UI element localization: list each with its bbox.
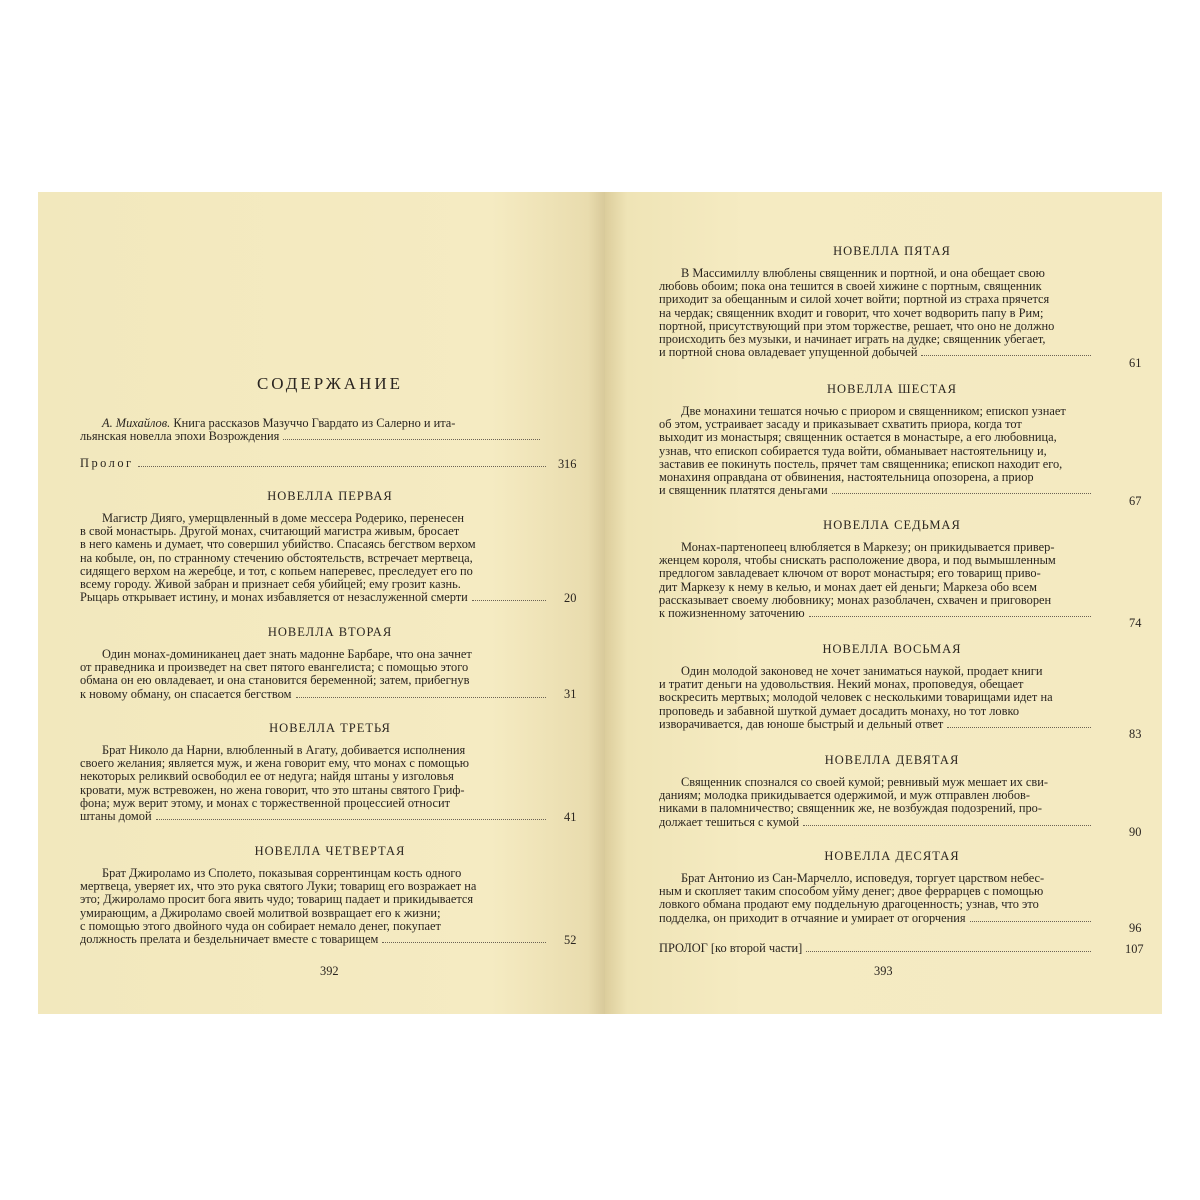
summary-last-line: должает тешиться с кумой	[659, 816, 1125, 829]
intro-entry	[80, 417, 580, 443]
page-folio-right: 393	[874, 964, 893, 978]
left-novella-1-heading: НОВЕЛЛА ПЕРВАЯ	[267, 489, 393, 503]
intro-page-number: 3	[558, 457, 565, 471]
dot-leader	[382, 942, 546, 943]
left-novella-2-summary	[80, 648, 580, 701]
summary-line: Магистр Дияго, умерщвленный в доме мессера Родерико, перенесен	[102, 512, 464, 525]
prologue2-page-number: 107	[1125, 942, 1144, 956]
dot-leader	[970, 921, 1091, 922]
summary-last-line: Рыцарь открывает истину, и монах избавляется от незаслуженной смерти	[80, 591, 580, 604]
summary-line: даниям; молодка прикидывается одержимой, и муж отправлен любов-	[659, 789, 1030, 803]
summary-line: никами в паломничество; священник же, не возбуждая подозрений, про-	[659, 802, 1042, 816]
right-novella-1-heading: НОВЕЛЛА ПЯТАЯ	[833, 244, 951, 258]
summary-line: монахиня оправдана от обвинения, настоятельница опозорена, а приор	[659, 471, 1034, 485]
left-novella-1-page-number: 20	[564, 591, 577, 605]
left-novella-3-summary	[80, 744, 580, 823]
left-novella-4-page-number: 52	[564, 933, 577, 947]
left-page	[38, 192, 605, 1014]
summary-line: Две монахини тешатся ночью с приором и священником; епископ узнает	[681, 405, 1066, 418]
summary-line: умирающим, а Джироламо своей молитвой возвращает его к жизни;	[80, 906, 441, 920]
summary-line: ным и скопляет таким способом уйму денег; двое феррарцев с помощью	[659, 885, 1044, 899]
right-novella-1-summary	[659, 267, 1125, 359]
summary-line: это; Джироламо просит бога явить чудо; товарищ падает и прикидывается	[80, 893, 474, 907]
dot-leader	[296, 697, 547, 698]
summary-last-line: и священник платятся деньгами	[659, 484, 1125, 497]
summary-line: всему городу. Живой забран и признает себя убийцей; ему грозит казнь.	[80, 578, 461, 592]
summary-line: портной, присутствующий при этом торжестве, решает, что оно не должно	[659, 319, 1055, 333]
summary-line: с помощью этого двойного чуда он собирает немало денег, покупает	[80, 919, 441, 933]
left-novella-3-page-number: 41	[564, 810, 577, 824]
summary-line: предлогом завладевает ключом от ворот монастыря; его товарищ приво-	[659, 567, 1041, 581]
left-novella-3-heading: НОВЕЛЛА ТРЕТЬЯ	[269, 721, 391, 735]
page-folio-left: 392	[320, 964, 339, 978]
summary-line: некоторых реликвий освободил ее от недуга; найдя штаны у изголовья	[80, 770, 454, 784]
summary-last-line: и портной снова овладевает упущенной добычей	[659, 346, 1125, 359]
summary-last-line: к новому обману, он спасается бегством	[80, 688, 580, 701]
right-novella-3-page-number: 74	[1129, 616, 1142, 630]
prologue2-label: ПРОЛОГ [ко второй части]	[659, 941, 803, 955]
right-novella-5-summary	[659, 776, 1125, 829]
book-spread	[38, 192, 1162, 1014]
dot-leader	[806, 951, 1091, 952]
summary-line: заставив ее покинуть постель, прячет там священника; епископ находит его,	[659, 457, 1063, 471]
right-novella-6-heading: НОВЕЛЛА ДЕСЯТАЯ	[824, 849, 960, 863]
summary-line: женцем короля, чтобы снискать расположение двора, и под вымышленным	[659, 554, 1056, 568]
right-novella-5-heading: НОВЕЛЛА ДЕВЯТАЯ	[824, 753, 960, 767]
prologue2-entry	[659, 942, 1125, 955]
summary-line: своего желания; является муж, и жена говорит ему, что монах с помощью	[80, 757, 470, 771]
summary-line: на кобыле, он, по странному стечению обстоятельств, встречает мертвеца,	[80, 551, 473, 565]
right-novella-1-page-number: 61	[1129, 356, 1142, 370]
left-novella-1-summary	[80, 512, 580, 604]
prologue-label: Пролог	[80, 456, 134, 470]
summary-line: происходить без музыки, и начинает играть на дудке; священник убегает,	[659, 333, 1046, 347]
left-novella-2-page-number: 31	[564, 687, 577, 701]
dot-leader	[921, 355, 1091, 356]
dot-leader	[947, 727, 1091, 728]
summary-line: Один монах-доминиканец дает знать мадонне Барбаре, что она зачнет	[102, 648, 472, 661]
intro-line-2: льянская новелла эпохи Возрождения	[80, 430, 580, 443]
summary-last-line: к пожизненному заточению	[659, 607, 1125, 620]
summary-line: Монах-партенопеец влюбляется в Маркезу; он прикидывается привер-	[681, 541, 1055, 554]
summary-last-line: штаны домой	[80, 810, 580, 823]
right-novella-4-page-number: 83	[1129, 727, 1142, 741]
prologue-entry	[80, 457, 580, 470]
dot-leader	[138, 466, 546, 467]
summary-line: сидящего верхом на жеребце, и тот, с копьем наперевес, преследует его по	[80, 564, 473, 578]
summary-last-line: подделка, он приходит в отчаяние и умирает от огорчения	[659, 912, 1125, 925]
summary-line: об этом, устраивает засаду и приказывает схватить приора, когда тот	[659, 418, 1022, 432]
left-novella-2-heading: НОВЕЛЛА ВТОРАЯ	[267, 625, 393, 639]
summary-line: Брат Антонио из Сан-Марчелло, исповедуя, торгует царством небес-	[681, 872, 1045, 885]
summary-line: приходит за обещанным и силой хочет войти; портной из страха прячется	[659, 293, 1050, 307]
right-novella-2-page-number: 67	[1129, 494, 1142, 508]
summary-last-line: должность прелата и бездельничает вместе с товарищем	[80, 933, 580, 946]
dot-leader	[156, 819, 546, 820]
summary-line: ловкого обмана продают ему поддельную драгоценность; узнав, что это	[659, 898, 1039, 912]
summary-line: В Массимиллу влюблены священник и портной, и она обещает свою	[681, 267, 1045, 280]
right-novella-4-summary	[659, 665, 1125, 731]
summary-line: мертвеца, уверяет их, что это рука святого Луки; товарищ его возражает на	[80, 880, 477, 894]
right-novella-2-summary	[659, 405, 1125, 497]
summary-line: от праведника и произведет на свет пятого евангелиста; с помощью этого	[80, 661, 469, 675]
prologue-page-number: 16	[564, 457, 577, 471]
summary-line: фона; муж верит этому, и монах с торжественной процессией относит	[80, 796, 451, 810]
summary-line: в свой монастырь. Другой монах, считающий магистра живым, бросает	[80, 525, 460, 539]
summary-line: рассказывает своему любовнику; монах разоблачен, схвачен и приговорен	[659, 593, 1052, 607]
summary-line: Брат Джироламо из Сполето, показывая соррентинцам кость одного	[102, 867, 462, 880]
right-page	[605, 192, 1162, 1014]
right-novella-6-summary	[659, 872, 1125, 925]
summary-line: любовь обоим; пока она тешится в своей хижине с портным, священник	[659, 280, 1042, 294]
dot-leader	[283, 439, 540, 440]
summary-line: и тратит деньги на удовольствия. Некий монах, проповедуя, обещает	[659, 678, 1024, 692]
summary-line: Брат Николо да Нарни, влюбленный в Агату, добивается исполнения	[102, 744, 466, 757]
intro-text: Книга рассказов Мазуччо Гвардато из Салерно и ита-	[173, 417, 456, 430]
summary-line: проповедь и забавной шуткой думает досадить монаху, но тот ловко	[659, 704, 1020, 718]
right-novella-3-summary	[659, 541, 1125, 620]
dot-leader	[832, 493, 1091, 494]
right-novella-5-page-number: 90	[1129, 825, 1142, 839]
intro-author: А. Михайлов.	[102, 417, 171, 430]
dot-leader	[803, 825, 1091, 826]
summary-line: кровати, муж встревожен, но жена говорит, что это штаны святого Гриф-	[80, 783, 465, 797]
summary-line: в него камень и думает, что совершил убийство. Спасаясь бегством верхом	[80, 538, 476, 552]
left-novella-4-summary	[80, 867, 580, 946]
summary-line: Один молодой законовед не хочет заниматься наукой, продает книги	[681, 665, 1043, 678]
summary-line: выходит из монастыря; священник остается в монастыре, а его любовница,	[659, 431, 1057, 445]
summary-line: обмана он ею овладевает, и она становится беременной; затем, прибегнув	[80, 674, 470, 688]
right-novella-4-heading: НОВЕЛЛА ВОСЬМАЯ	[822, 642, 962, 656]
summary-line: Священник спознался со своей кумой; ревнивый муж мешает их сви-	[681, 776, 1049, 789]
summary-line: дит Маркезу к нему в келью, и монах дает ей деньги; Маркеза обо всем	[659, 580, 1037, 594]
dot-leader	[472, 600, 546, 601]
right-novella-3-heading: НОВЕЛЛА СЕДЬМАЯ	[823, 518, 961, 532]
right-novella-2-heading: НОВЕЛЛА ШЕСТАЯ	[827, 382, 957, 396]
summary-line: на чердак; священник входит и говорит, что хочет водворить папу в Рим;	[659, 306, 1044, 320]
right-novella-6-page-number: 96	[1129, 921, 1142, 935]
summary-line: воскресить мертвых; молодой человек с несколькими товарищами идет на	[659, 691, 1053, 705]
summary-last-line: изворачивается, дав юноше быстрый и дельный ответ	[659, 718, 1125, 731]
contents-title: СОДЕРЖАНИЕ	[256, 374, 404, 393]
dot-leader	[809, 616, 1091, 617]
left-novella-4-heading: НОВЕЛЛА ЧЕТВЕРТАЯ	[254, 844, 406, 858]
summary-line: узнав, что епископ собирается туда войти, обманывает настоятельницу и,	[659, 444, 1047, 458]
